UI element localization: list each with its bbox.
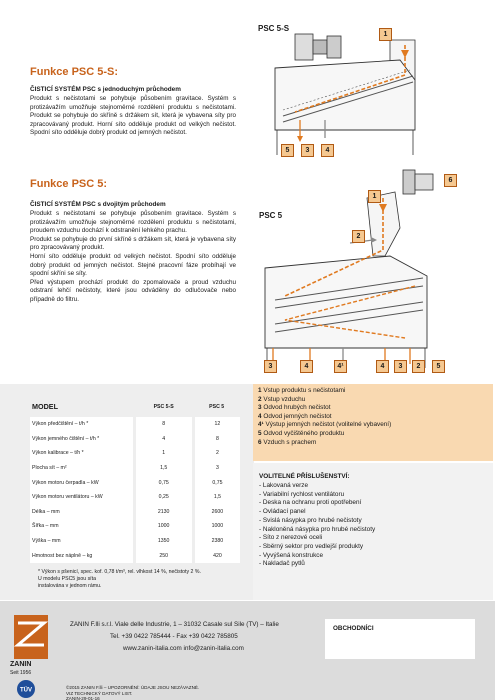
- psc5s-marker-1: 1: [379, 28, 392, 41]
- accessory-item: - Ovládací panel: [259, 508, 306, 516]
- row-label: Výkon kalibrace – t/h *: [30, 446, 134, 461]
- table-header-psc5: PSC 5: [209, 403, 225, 410]
- psc5s-marker-4: 4: [321, 144, 334, 157]
- psc5-marker-5: 5: [432, 360, 445, 373]
- table-row: [30, 446, 240, 461]
- accessories-title: VOLITELNÉ PŘÍSLUŠENSTVÍ:: [259, 473, 350, 480]
- legend-text: Vstup vzduchu: [263, 395, 306, 403]
- psc5s-marker-5: 5: [281, 144, 294, 157]
- legend-text: Odvod hrubých nečistot: [263, 404, 331, 412]
- company-phone: Tel. +39 0422 785444 - Fax +39 0422 785805: [110, 633, 238, 640]
- row-value-psc5: 420: [193, 548, 240, 563]
- row-value-psc5: 12: [193, 417, 240, 432]
- legend-item: [258, 439, 488, 448]
- accessory-item: - Svislá násypka pro hrubé nečistoty: [259, 516, 362, 524]
- row-label: Výkon motoru ventilátoru – kW: [30, 490, 134, 505]
- row-value-psc5: 0,75: [193, 475, 240, 490]
- row-label: Plocha sít – m²: [30, 461, 134, 476]
- row-value-psc5s: 2130: [134, 505, 193, 520]
- legend-number: 4: [258, 412, 262, 420]
- dealer-title: OBCHODNÍCI: [333, 625, 374, 632]
- table-header-psc5s: PSC 5-S: [153, 403, 174, 410]
- row-label: Hmotnost bez náplně – kg: [30, 548, 134, 563]
- table-row: [30, 548, 240, 563]
- psc5s-heading: Funkce PSC 5-S:: [30, 66, 119, 78]
- legend-item: [258, 413, 488, 422]
- table-footnote: [38, 569, 238, 591]
- accessory-item: - Síto z nerezové oceli: [259, 534, 323, 542]
- legend-text: Odvod jemných nečistot: [263, 412, 332, 420]
- legend-item: [258, 387, 488, 396]
- accessory-item: - Nakladač pytlů: [259, 560, 305, 568]
- row-value-psc5: 1000: [193, 519, 240, 534]
- psc5-marker-2: 2: [412, 360, 425, 373]
- psc5s-diagram-label: PSC 5-S: [258, 24, 290, 33]
- company-line: ZANIN F.lli s.r.l. Viale delle Industrie, 1 – 31032 Casale sul Sile (TV) – Italie: [70, 621, 318, 628]
- row-value-psc5: 3: [193, 461, 240, 476]
- psc5-subheading: ČISTICÍ SYSTÉM PSC s dvojitým průchodem: [30, 201, 166, 208]
- psc5-paragraph: Produkt s nečistotami se pohybuje působením gravitace. Systém s protizávažím umožňuje stejnoměrné rozdělení produktu s nečistotami, proudem vzduchu dochází k odstranění lehkého prachu.: [30, 210, 236, 235]
- accessory-item: - Variabilní rychlost ventilátoru: [259, 490, 345, 498]
- legend-text: Vstup produktu s nečistotami: [263, 387, 346, 394]
- psc5-marker-4-1: 4¹: [334, 360, 347, 373]
- footnote-line: * Výkon s pšenicí, spec. kof. 0,78 t/m³, rel. vlhkost 14 %, nečistoty 2 %.: [38, 569, 201, 575]
- accessories-list: [259, 482, 487, 569]
- table-row: [30, 519, 240, 534]
- legal-line: VIZ TECHNICKÝ DATOVÝ LIST.: [66, 690, 133, 696]
- table-row: [30, 461, 240, 476]
- legend-number: 6: [258, 438, 262, 446]
- model-spec-table: [30, 400, 240, 563]
- table-row: [30, 432, 240, 447]
- row-value-psc5s: 4: [134, 432, 193, 447]
- footer: [0, 601, 495, 700]
- psc5-diagram-label: PSC 5: [259, 211, 283, 220]
- psc5s-machine-diagram: [255, 20, 430, 160]
- psc5-marker-4: 4: [376, 360, 389, 373]
- row-value-psc5s: 8: [134, 417, 193, 432]
- legend-text: Výstup jemných nečistot (volitelné vybavení): [265, 421, 392, 429]
- accessory-item: - Vyvýšená konstrukce: [259, 551, 324, 559]
- table-header-row: [30, 400, 240, 417]
- accessory-item: - Lakovaná verze: [259, 482, 309, 489]
- legend-text: Vzduch s prachem: [263, 438, 317, 446]
- legend-panel: [253, 384, 493, 461]
- psc5-heading: Funkce PSC 5:: [30, 178, 108, 190]
- tuv-label: TÜV: [20, 687, 32, 694]
- psc5-marker-4: 4: [300, 360, 313, 373]
- logo-text: ZANIN: [10, 661, 32, 668]
- psc5-paragraph: Před výstupem prochází produkt do zpomalovače a proud vzduchu odstraní lehčí nečistoty, které jsou odváděny do odlučovače nebo případně do filtru.: [30, 278, 236, 303]
- accessory-item: - Sběrný sektor pro vedlejší produkty: [259, 542, 364, 550]
- row-value-psc5s: 1: [134, 446, 193, 461]
- row-value-psc5s: 1,5: [134, 461, 193, 476]
- table-row: [30, 505, 240, 520]
- row-label: Výška – mm: [30, 534, 134, 549]
- table-body: [30, 417, 240, 563]
- row-value-psc5: 8: [193, 432, 240, 447]
- legend-text: Odvod vyčištěného produktu: [263, 429, 345, 437]
- legal-line: ©2015 ZANIN F.lli – UPOZORNĚNÍ: ÚDAJE JSOU NEZÁVAZNÉ.: [66, 685, 200, 690]
- table-row: [30, 490, 240, 505]
- row-value-psc5s: 0,75: [134, 475, 193, 490]
- row-label: Délka – mm: [30, 505, 134, 520]
- dealer-box: [325, 619, 475, 659]
- psc5s-subheading: ČISTICÍ SYSTÉM PSC s jednoduchým průchodem: [30, 86, 181, 93]
- table-row: [30, 475, 240, 490]
- accessories-panel: [253, 463, 493, 600]
- legal-notice: [66, 685, 199, 700]
- logo-year: Seit 1956: [10, 670, 32, 676]
- row-value-psc5s: 0,25: [134, 490, 193, 505]
- row-value-psc5s: 250: [134, 548, 193, 563]
- model-table-panel: [0, 384, 254, 600]
- legend-number: 2: [258, 395, 262, 403]
- psc5s-description: [30, 95, 236, 138]
- row-value-psc5s: 1350: [134, 534, 193, 549]
- legend-number: 1: [258, 387, 262, 394]
- row-label: Výkon předčištění – t/h *: [30, 417, 134, 432]
- psc5-marker-1: 1: [368, 190, 381, 203]
- legend-number: 3: [258, 404, 262, 412]
- accessory-item: - Nakloněná násypka pro hrubé nečistoty: [259, 525, 376, 533]
- psc5-paragraph: Produkt se pohybuje do první skříně s držákem sít, která je vybavena síty pro zpracovávaný produkt.: [30, 235, 236, 252]
- legend-item: [258, 430, 488, 439]
- legal-line: ZANIN-29-01-16: [66, 696, 100, 700]
- psc5-machine-diagram: [255, 168, 455, 373]
- legend-item: [258, 396, 488, 405]
- psc5-marker-6: 6: [444, 174, 457, 187]
- footnote-line: U modelu PSC5 jsou síta: [38, 576, 96, 583]
- zanin-logo: [14, 615, 48, 659]
- psc5-marker-2: 2: [352, 230, 365, 243]
- psc5-paragraph: Horní síto odděluje produkt od velkých nečistot. Spodní síto odděluje dobrý produkt od jemných nečistot. Stejné pracovní fáze probíhají ve spodní skříni se síty.: [30, 252, 236, 278]
- psc5-marker-3: 3: [394, 360, 407, 373]
- row-value-psc5: 2: [193, 446, 240, 461]
- legend-number: 5: [258, 429, 262, 437]
- legend-number: 4¹: [258, 421, 264, 429]
- legend-item: [258, 421, 488, 430]
- psc5s-marker-3: 3: [301, 144, 314, 157]
- psc5-marker-3: 3: [264, 360, 277, 373]
- row-value-psc5: 1,5: [193, 490, 240, 505]
- legend-item: [258, 404, 488, 413]
- psc5-description: [30, 210, 236, 305]
- tuv-certification-icon: [16, 679, 36, 699]
- row-label: Výkon jemného čištění – t/h *: [30, 432, 134, 447]
- row-label: Šířka – mm: [30, 519, 134, 534]
- table-header-model: MODEL: [32, 402, 58, 411]
- accessory-item: - Deska na ochranu proti opotřebení: [259, 499, 362, 507]
- row-label: Výkon motoru čerpadla – kW: [30, 475, 134, 490]
- row-value-psc5: 2380: [193, 534, 240, 549]
- company-web: www.zanin-italia.com info@zanin-italia.com: [123, 645, 244, 652]
- table-row: [30, 417, 240, 432]
- footnote-line: instalována v jednom rámu.: [38, 583, 102, 590]
- row-value-psc5: 2600: [193, 505, 240, 520]
- row-value-psc5s: 1000: [134, 519, 193, 534]
- table-row: [30, 534, 240, 549]
- psc5s-paragraph: Produkt s nečistotami se pohybuje působením gravitace. Systém s protizávažím umožňuje stejnoměrné rozdělení produktu s nečistotami. Produkt se pohybuje do skříně s držákem sít, která je vybavena síty pro zpracovávaný produkt. Horní síto odděluje produkt od velkých nečistot. Spodní síto odděluje dobrý produkt od jemných nečistot.: [30, 95, 236, 137]
